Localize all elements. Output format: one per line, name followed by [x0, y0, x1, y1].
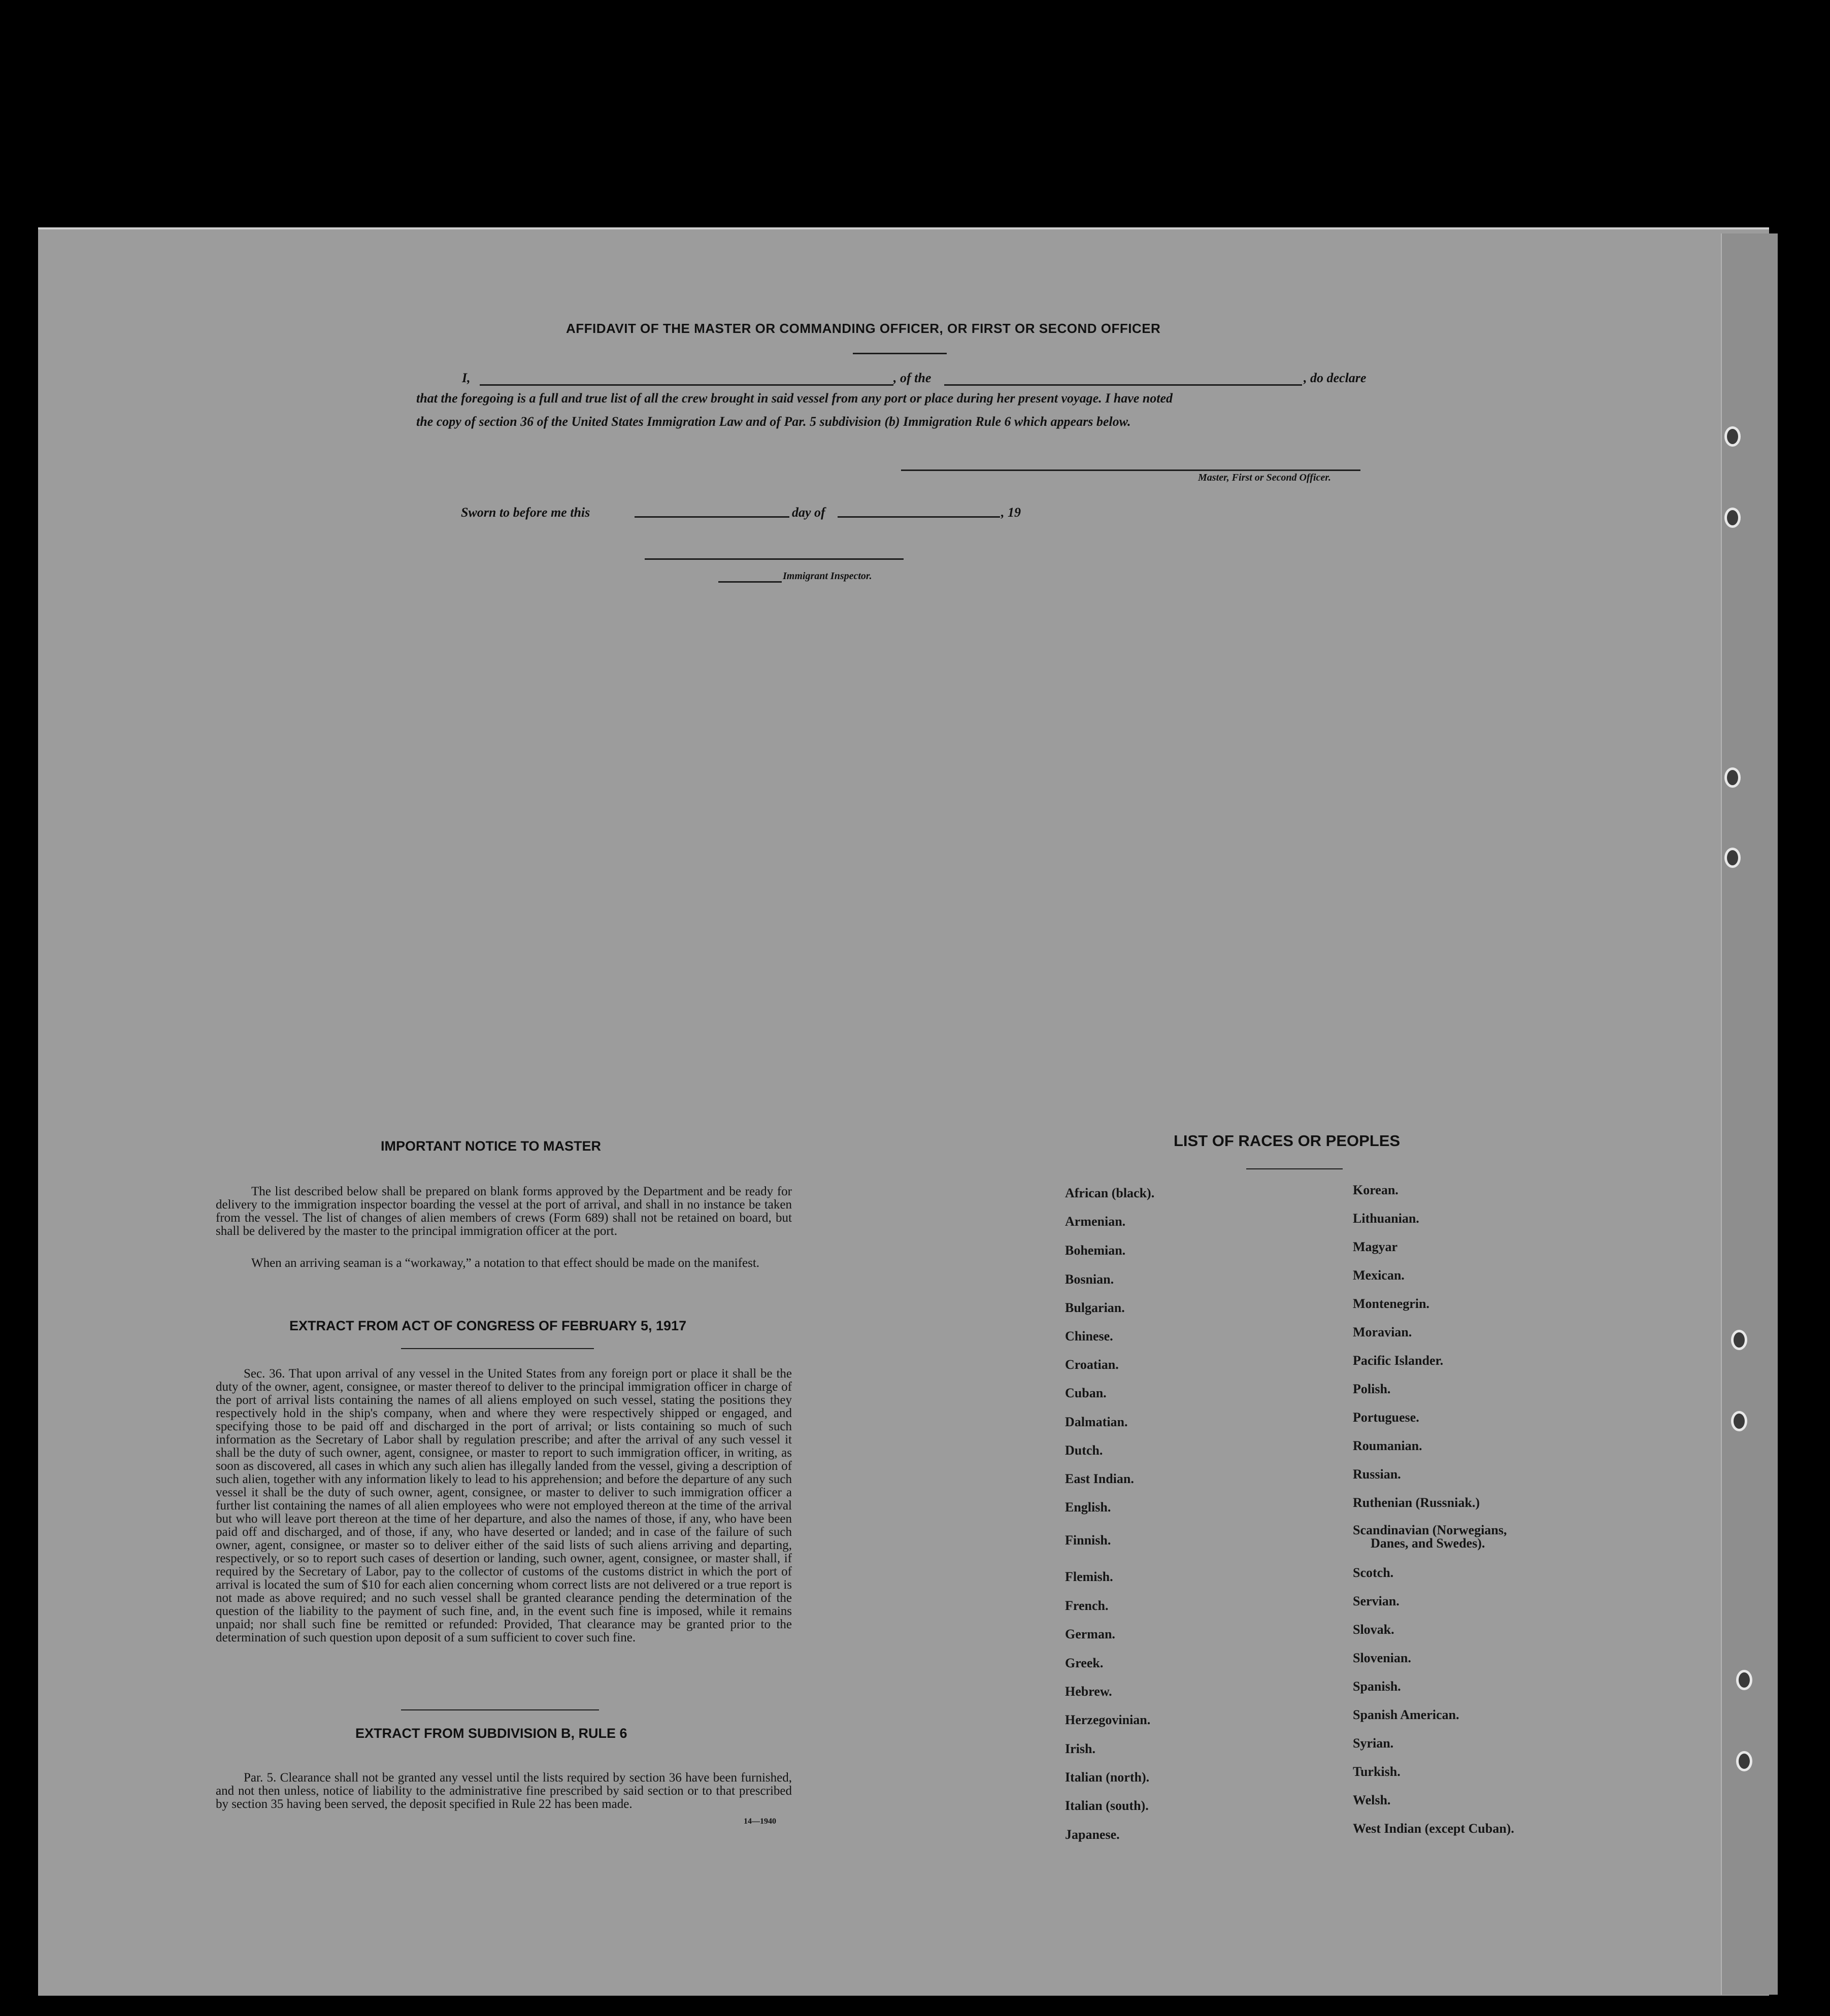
- binder-hole: [1724, 767, 1741, 788]
- race-item: Turkish.: [1353, 1764, 1401, 1779]
- race-item: Syrian.: [1353, 1736, 1394, 1751]
- race-item: Russian.: [1353, 1467, 1401, 1482]
- race-item: Danes, and Swedes).: [1371, 1536, 1485, 1551]
- master-label: Master, First or Second Officer.: [1198, 472, 1331, 483]
- affidavit-declare: , do declare: [1304, 371, 1367, 385]
- sworn-label: Sworn to before me this: [461, 505, 590, 520]
- race-item: Servian.: [1353, 1594, 1400, 1608]
- race-item: Roumanian.: [1353, 1438, 1422, 1453]
- race-item: Scandinavian (Norwegians,: [1353, 1523, 1507, 1537]
- race-item: Dutch.: [1065, 1443, 1103, 1458]
- race-item: French.: [1065, 1598, 1109, 1613]
- binder-hole: [1736, 1751, 1752, 1771]
- extract-act-title: EXTRACT FROM ACT OF CONGRESS OF FEBRUARY 5, 1917: [289, 1318, 687, 1333]
- binder-hole: [1736, 1670, 1752, 1690]
- race-item: Hebrew.: [1065, 1684, 1112, 1699]
- binder-hole: [1724, 426, 1741, 447]
- race-item: Montenegrin.: [1353, 1296, 1429, 1311]
- inspector-label: Immigrant Inspector.: [783, 570, 872, 582]
- affidavit-I: I,: [462, 371, 471, 385]
- divider: [853, 353, 947, 354]
- inspector-short-line: [718, 581, 782, 583]
- race-item: Herzegovinian.: [1065, 1712, 1151, 1727]
- race-item: Slovak.: [1353, 1622, 1394, 1637]
- race-item: Bosnian.: [1065, 1272, 1114, 1287]
- extract-act-body: Sec. 36. That upon arrival of any vessel in the United States from any foreign port or place it shall be the duty of the owner, agent, consignee, or master thereof to deliver to the principal immigration officer in charge of the port of arrival lists containing the names of all aliens employed on such vessel, stating the positions they respectively hold in the ship's company, when and where they were respectively shipped or engaged, and specifying those to be paid off and discharged in the port of arrival; or lists containing so much of such information as the Secretary of Labor shall by regulation prescribe; and after the arrival of any such vessel it shall be the duty of such owner, agent, consignee, or master to report to such immigration officer, in writing, as soon as discovered, all cases in which any such alien has illegally landed from the vessel, giving a description of such alien, together with any information likely to lead to his apprehension; and before the departure of any such vessel it shall be the duty of such owner, agent, consignee, or master to deliver to such immigration officer a further list containing the names of all alien employees who were not employed thereon at the time of the arrival but who will leave port thereon at the time of her departure, and also the names of those, if any, who have been paid off and discharged, and of those, if any, who have deserted or landed; and in case of the failure of such owner, agent, consignee, or master so to deliver either of the said lists of such aliens arriving and departing, respectively, or so to report such cases of desertion or landing, such owner, agent, consignee, or master shall, if required by the Secretary of Labor, pay to the collector of customs of the customs district in which the port of arrival is located the sum of $10 for each alien concerning whom correct lists are not delivered or a true report is not made as above required; and no such vessel shall be granted clearance pending the determination of the question of the liability to the payment of such fine, and, in the event such fine is imposed, while it remains unpaid; nor shall such fine be remitted or refunded: Provided, That clearance may be granted prior to the determination of such question upon deposit of a sum sufficient to cover such fine.: [216, 1367, 792, 1644]
- race-item: Welsh.: [1353, 1793, 1391, 1807]
- form-number: 14—1940: [744, 1817, 776, 1826]
- race-item: Pacific Islander.: [1353, 1353, 1444, 1368]
- race-item: Dalmatian.: [1065, 1415, 1128, 1429]
- race-item: Ruthenian (Russniak.): [1353, 1495, 1480, 1510]
- race-item: Spanish American.: [1353, 1707, 1459, 1722]
- affidavit-title: AFFIDAVIT OF THE MASTER OR COMMANDING OFFICER, OR FIRST OR SECOND OFFICER: [566, 321, 1161, 336]
- notice-para1: The list described below shall be prepared on blank forms approved by the Department and be ready for delivery to the immigration inspector boarding the vessel at the port of arrival, and shall in no instance be taken from the vessel. The list of changes of alien members of crews (Form 689) shall not be retained on board, but shall be delivered by the master to the principal immigration officer at the port.: [216, 1185, 792, 1238]
- day-of-label: day of: [792, 505, 825, 520]
- divider: [1246, 1168, 1343, 1169]
- races-title: LIST OF RACES OR PEOPLES: [1174, 1132, 1401, 1150]
- race-item: Finnish.: [1065, 1533, 1111, 1548]
- race-item: Bohemian.: [1065, 1243, 1126, 1258]
- race-item: African (black).: [1065, 1186, 1155, 1200]
- binder-hole: [1724, 848, 1741, 868]
- race-item: Armenian.: [1065, 1214, 1126, 1229]
- race-item: German.: [1065, 1627, 1115, 1641]
- race-item: Irish.: [1065, 1741, 1095, 1756]
- race-item: Portuguese.: [1353, 1410, 1419, 1425]
- race-item: Slovenian.: [1353, 1651, 1411, 1665]
- race-item: Bulgarian.: [1065, 1300, 1125, 1315]
- race-item: Italian (north).: [1065, 1770, 1150, 1785]
- race-item: Mexican.: [1353, 1268, 1405, 1283]
- binder-hole: [1731, 1411, 1747, 1431]
- race-item: Greek.: [1065, 1656, 1104, 1670]
- sheet-edge: [1721, 233, 1778, 1995]
- year-label: , 19: [1001, 505, 1021, 520]
- day-blank[interactable]: [635, 516, 789, 518]
- form-sheet: [38, 227, 1769, 1996]
- notice-title: IMPORTANT NOTICE TO MASTER: [381, 1138, 601, 1154]
- extract-rule-body: Par. 5. Clearance shall not be granted any vessel until the lists required by section 36 have been furnished, and not then unless, notice of liability to the administrative fine prescribed by said section or to that prescribed by section 35 having been served, the deposit specified in Rule 22 has been made.: [216, 1771, 792, 1811]
- race-item: Korean.: [1353, 1183, 1399, 1197]
- race-item: Moravian.: [1353, 1325, 1412, 1339]
- affidavit-line3: the copy of section 36 of the United States Immigration Law and of Par. 5 subdivision (b) Immigration Rule 6 which appears below.: [416, 414, 1131, 429]
- race-item: English.: [1065, 1500, 1111, 1515]
- race-item: Chinese.: [1065, 1329, 1113, 1343]
- race-item: Magyar: [1353, 1239, 1398, 1254]
- race-item: Polish.: [1353, 1382, 1391, 1396]
- extract-rule-title: EXTRACT FROM SUBDIVISION B, RULE 6: [355, 1726, 627, 1741]
- race-item: Lithuanian.: [1353, 1211, 1419, 1226]
- race-item: Spanish.: [1353, 1679, 1401, 1694]
- inspector-signature-line[interactable]: [645, 558, 904, 560]
- binder-hole: [1724, 508, 1741, 528]
- name-blank[interactable]: [480, 384, 893, 386]
- race-item: Croatian.: [1065, 1357, 1119, 1372]
- race-item: Scotch.: [1353, 1565, 1394, 1580]
- binder-hole: [1731, 1330, 1747, 1350]
- race-item: Japanese.: [1065, 1827, 1120, 1842]
- vessel-blank[interactable]: [944, 384, 1302, 386]
- race-item: East Indian.: [1065, 1471, 1134, 1486]
- race-item: West Indian (except Cuban).: [1353, 1821, 1514, 1836]
- divider: [401, 1709, 599, 1710]
- race-item: Flemish.: [1065, 1569, 1113, 1584]
- divider: [401, 1348, 594, 1349]
- affidavit-of-the: , of the: [893, 371, 931, 385]
- affidavit-line2: that the foregoing is a full and true list of all the crew brought in said vessel from any port or place during her present voyage. I have noted: [416, 391, 1173, 406]
- month-blank[interactable]: [838, 516, 1000, 518]
- master-signature-line[interactable]: [901, 469, 1360, 471]
- race-item: Cuban.: [1065, 1386, 1107, 1400]
- notice-para2: When an arriving seaman is a “workaway,” a notation to that effect should be made on the manifest.: [251, 1256, 760, 1270]
- race-item: Italian (south).: [1065, 1798, 1149, 1813]
